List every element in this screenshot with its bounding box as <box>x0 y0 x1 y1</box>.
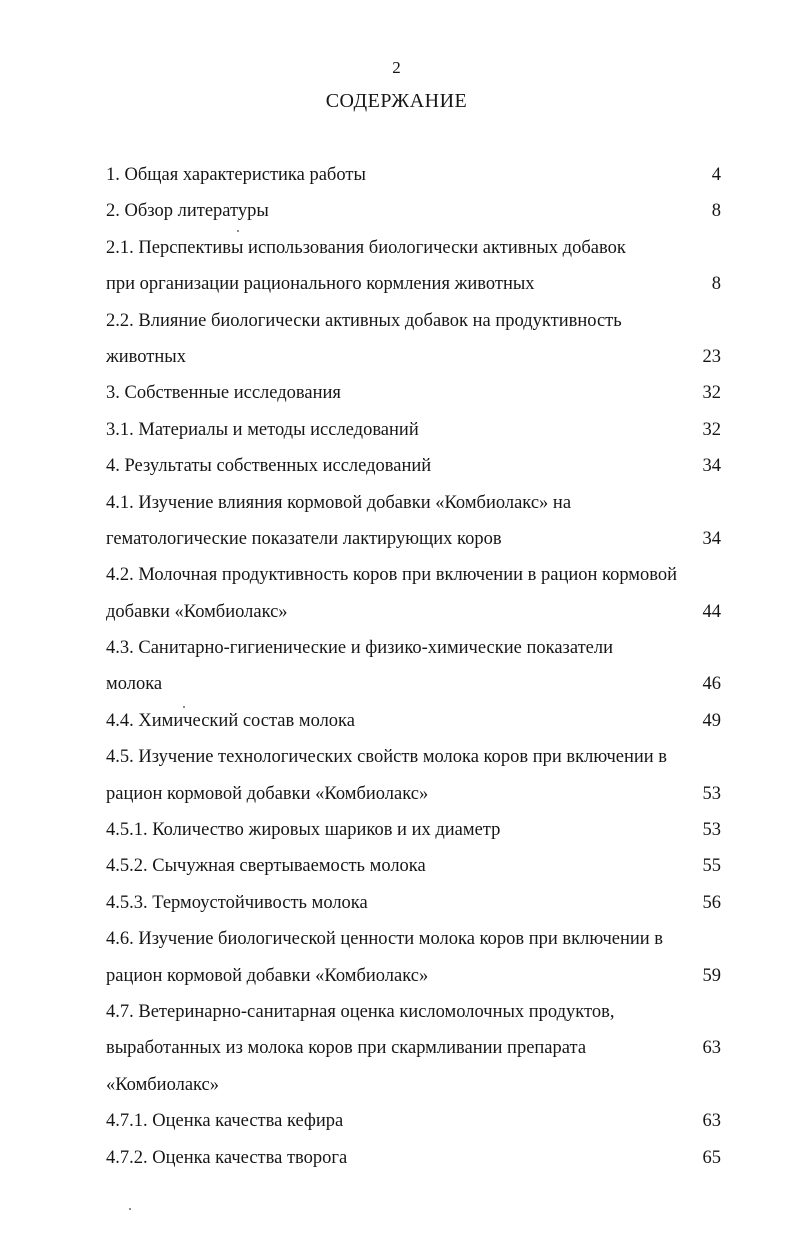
toc-entry-text: 4.7.2. Оценка качества творога <box>106 1147 348 1168</box>
toc-entry-text: 4.5.2. Сычужная свертываемость молока <box>106 856 426 877</box>
toc-entry-text: 1. Общая характеристика работы <box>106 165 366 185</box>
toc-page-number: 63 <box>702 1038 721 1059</box>
toc-page-number: 34 <box>702 456 721 477</box>
toc-line <box>106 1030 721 1066</box>
toc-entry-text: 4.4. Химический состав молока <box>106 710 355 731</box>
toc-line <box>106 885 721 921</box>
toc-entry-text: молока <box>106 674 163 695</box>
toc-page-number: 8 <box>711 274 721 295</box>
toc-page-number: 49 <box>702 710 721 731</box>
toc-line <box>106 630 721 666</box>
toc-line <box>106 266 721 302</box>
toc-line <box>106 303 721 339</box>
toc-page-number: 4 <box>711 165 721 185</box>
toc-entry-text: 4.5.3. Термоустойчивость молока <box>106 892 368 913</box>
toc-page-number: 53 <box>702 783 721 804</box>
toc-line <box>106 448 721 484</box>
page-title: СОДЕРЖАНИЕ <box>325 90 468 112</box>
scan-speck <box>237 230 239 232</box>
toc-page-number: 44 <box>702 601 721 622</box>
toc-entry-text: 4.3. Санитарно-гигиенические и физико-химические показатели <box>106 638 613 659</box>
toc-line <box>106 703 721 739</box>
toc-line <box>106 594 721 630</box>
toc-page-number: 46 <box>702 674 721 695</box>
toc-line <box>106 958 721 994</box>
toc-entry-text: добавки «Комбиолакс» <box>106 601 288 622</box>
toc-line <box>106 1140 721 1176</box>
toc-line <box>106 339 721 375</box>
toc-line <box>106 666 721 702</box>
toc-entry-text: 2.2. Влияние биологически активных добавок на продуктивность <box>106 310 622 331</box>
toc-line <box>106 812 721 848</box>
toc-line <box>106 994 721 1030</box>
toc-entry-text: 3. Собственные исследования <box>106 383 341 404</box>
toc-page-number: 8 <box>711 201 721 222</box>
table-of-contents <box>106 157 721 1176</box>
toc-entry-text: 2. Обзор литературы <box>106 201 269 222</box>
toc-line <box>106 1103 721 1139</box>
toc-line <box>106 375 721 411</box>
toc-entry-text: 2.1. Перспективы использования биологически активных добавок <box>106 237 626 258</box>
toc-page-number: 53 <box>702 820 721 841</box>
toc-line <box>106 739 721 775</box>
toc-entry-text: 4.7.1. Оценка качества кефира <box>106 1111 344 1132</box>
toc-line <box>106 412 721 448</box>
toc-entry-text: 4.5.1. Количество жировых шариков и их диаметр <box>106 820 501 841</box>
toc-entry-text: животных <box>106 346 186 367</box>
toc-entry-text: «Комбиолакс» <box>106 1074 220 1095</box>
toc-line <box>106 157 721 193</box>
toc-page-number: 32 <box>702 419 721 440</box>
toc-line <box>106 193 721 229</box>
toc-page-number: 59 <box>702 965 721 986</box>
toc-page-number: 34 <box>702 528 721 549</box>
toc-entry-text: 3.1. Материалы и методы исследований <box>106 419 419 440</box>
toc-entry-text: 4.7. Ветеринарно-санитарная оценка кисломолочных продуктов, <box>106 1001 615 1022</box>
toc-entry-text: выработанных из молока коров при скармливании препарата <box>106 1038 587 1059</box>
toc-line <box>106 776 721 812</box>
toc-entry-text: 4.2. Молочная продуктивность коров при включении в рацион кормовой <box>106 565 678 586</box>
toc-page-number: 63 <box>702 1111 721 1132</box>
toc-entry-text: 4.5. Изучение технологических свойств молока коров при включении в <box>106 747 668 768</box>
toc-page-number: 56 <box>702 892 721 913</box>
toc-entry-text: гематологические показатели лактирующих коров <box>106 528 502 549</box>
page-number: 2 <box>392 58 401 77</box>
toc-entry-text: 4. Результаты собственных исследований <box>106 456 432 477</box>
toc-line <box>106 848 721 884</box>
scan-speck <box>183 706 185 708</box>
toc-page-number: 32 <box>702 383 721 404</box>
toc-page-number: 65 <box>702 1147 721 1168</box>
toc-line <box>106 485 721 521</box>
toc-line <box>106 921 721 957</box>
toc-entry-text: 4.1. Изучение влияния кормовой добавки «Комбиолакс» на <box>106 492 572 513</box>
toc-line <box>106 230 721 266</box>
toc-entry-text: рацион кормовой добавки «Комбиолакс» <box>106 965 429 986</box>
scan-speck <box>129 1208 131 1210</box>
toc-line <box>106 1067 721 1103</box>
toc-line <box>106 557 721 593</box>
toc-entry-text: 4.6. Изучение биологической ценности молока коров при включении в <box>106 929 664 950</box>
toc-page-number: 55 <box>702 856 721 877</box>
toc-line <box>106 521 721 557</box>
toc-entry-text: при организации рационального кормления животных <box>106 274 535 295</box>
toc-entry-text: рацион кормовой добавки «Комбиолакс» <box>106 783 429 804</box>
toc-page-number: 23 <box>702 346 721 367</box>
